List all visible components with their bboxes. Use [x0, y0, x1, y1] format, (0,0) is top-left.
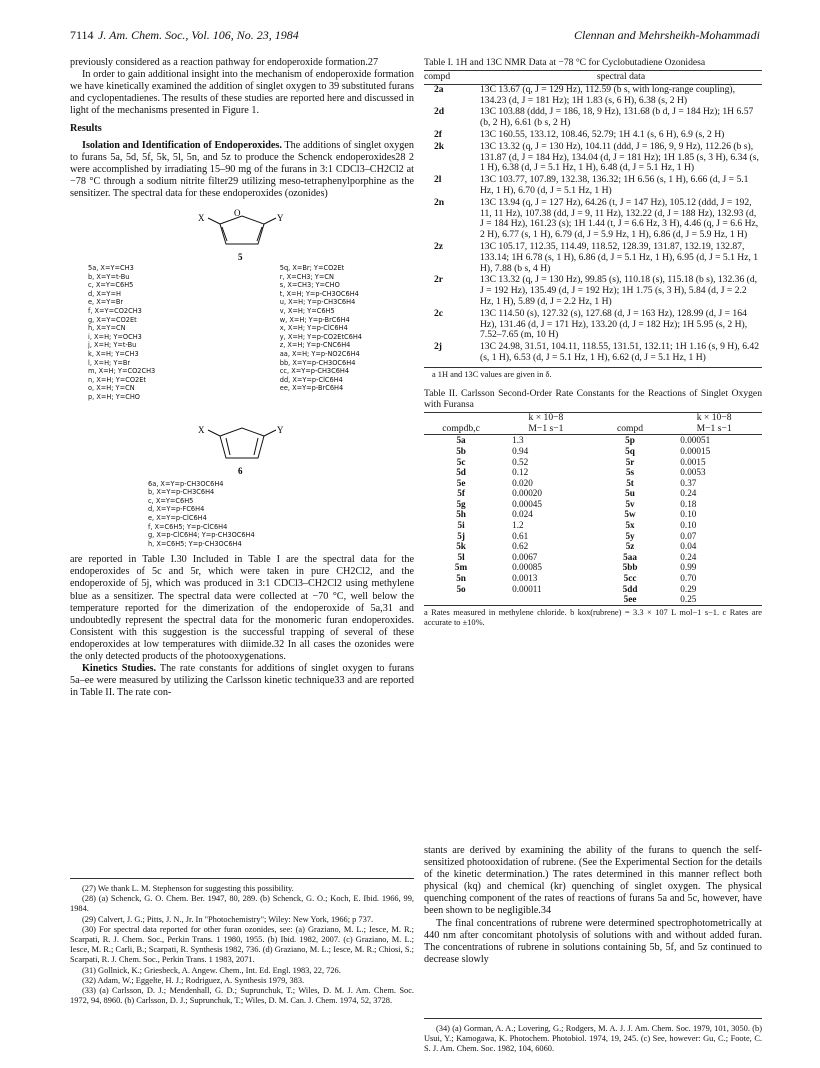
- compound-list-5: [88, 264, 414, 402]
- table-cell-rate: 0.00051: [680, 435, 711, 446]
- table-cell-rate: 0.62: [512, 541, 529, 552]
- table-cell-compd: 5v: [625, 498, 635, 509]
- furan-structure-5: [70, 200, 414, 284]
- table-row: [424, 562, 762, 573]
- table-cell-rate: 0.024: [512, 509, 533, 520]
- compound-entry: e, X=Y=p-ClC6H4: [148, 513, 207, 522]
- compound-entry: p, X=H; Y=CHO: [88, 392, 140, 401]
- compound-entry: b, X=Y=t-Bu: [88, 272, 130, 281]
- compound-entry: v, X=H; Y=C6H5: [279, 307, 335, 315]
- table-cell-rate: 0.0013: [512, 573, 538, 584]
- table-cell-compd: 5j: [457, 530, 465, 541]
- compound-entry: 5a, X=Y=CH3: [88, 264, 134, 273]
- journal-citation: J. Am. Chem. Soc., Vol. 106, No. 23, 1984: [98, 28, 299, 42]
- compound-entry: dd, X=Y=p-ClC6H4: [279, 375, 343, 384]
- reference-entry: (27) We thank L. M. Stephenson for suggesting this possibility.: [82, 884, 294, 893]
- table-row: [424, 130, 762, 142]
- table-2-caption: Table II. Carlsson Second-Order Rate Constants for the Reactions of Singlet Oxygen with Furansa: [424, 387, 762, 410]
- table-cell-rate: 0.020: [512, 477, 533, 488]
- table-cell-rate: 0.00015: [680, 445, 711, 456]
- table-row: [424, 175, 762, 198]
- table-row: [424, 84, 762, 107]
- section-heading-results: Results: [70, 123, 102, 135]
- table-cell-compd: 5x: [625, 520, 635, 531]
- table-cell-compd: 2n: [434, 196, 445, 208]
- running-authors: Clennan and Mehrsheikh-Mohammadi: [574, 28, 760, 42]
- paragraph-isolation-text: The additions of singlet oxygen to furans 5a, 5d, 5f, 5k, 5l, 5n, and 5z to produce the Schenck endoperoxides28 2 were accomplished by irradiating 15–90 mg of the furans in 3:1 CDCl3–CH2Cl2 at −78 °C through a sodium nitrite filter29 utilizing meso-tetraphenylporphine as the sensitizer. The spectral data for these endoperoxides (ozonides): [70, 139, 414, 199]
- structure-5-number: 5: [238, 252, 243, 263]
- table-cell-compd: 5s: [625, 467, 635, 478]
- compound-entry: z, X=H; Y=p-CNC6H4: [279, 341, 351, 350]
- table-cell-compd: 5w: [624, 509, 636, 520]
- table-cell-rate: 0.0015: [680, 456, 706, 467]
- table-cell-rate: 0.00085: [512, 562, 542, 573]
- table-cell-data: 13C 24.98, 31.51, 104.11, 118.55, 131.51, 132.11; 1H 1.16 (s, 9 H), 6.42 (s, 1 H), 6.53 (d, J = 5.1 Hz, 1 H), 6.62 (d, J = 5.1 Hz, 1 H): [480, 342, 762, 367]
- table-2-header-compd1: compdb,c: [424, 424, 498, 435]
- table-cell-compd: 5h: [456, 509, 466, 520]
- compound-entry: d, X=Y=H: [88, 289, 121, 298]
- compound-entry: 5q, X=Br; Y=CO2Et: [279, 264, 345, 273]
- reference-entry: (34) (a) Gorman, A. A.; Lovering, G.; Rodgers, M. A. J. J. Am. Chem. Soc. 1979, 101, 3050. (b) Usui, Y.; Kamogawa, K. Photochem. Photobiol. 1974, 19, 245. (c) See, however: Gu, C.; Foote, C. S. J. Am. Chem. Soc. 1982, 104, 6060.: [424, 1024, 762, 1054]
- table-cell-rate: 0.0053: [680, 467, 706, 478]
- table-cell-compd: 2f: [434, 128, 442, 140]
- table-cell-compd: 5n: [456, 573, 466, 584]
- reference-entry: (32) Adam, W.; Eggelte, H. J.; Rodriguez, A. Synthesis 1979, 383.: [82, 975, 305, 985]
- paragraph-kinetics-text: The rate constants for additions of singlet oxygen to furans 5a–ee were measured by utilizing the Carlsson kinetic technique33 and are reported in Table II. The rate con-: [70, 663, 415, 699]
- paragraph-isolation: [70, 140, 414, 200]
- compound-entry: f, X=C6H5; Y=p-ClC6H4: [148, 522, 228, 531]
- table-cell-data: 13C 13.94 (q, J = 127 Hz), 64.26 (t, J = 147 Hz), 105.12 (ddd, J = 192, 11, 11 Hz), 107.38 (dd, J = 9, 11 Hz), 132.22 (d, J = 188 Hz), 132.93 (d, J = 184 Hz), 161.23 (s); 1H 1.44 (t, J = 6.6 Hz, 3 H), 4.46 (q, J = 6.6 Hz, 2 H), 6.77 (s, 1 H), 6.79 (d, J = 5.9 Hz, 1 H), 6.86 (d, J = 5.9 Hz, 1 H): [480, 196, 759, 241]
- substituent-y-label: Y: [277, 424, 284, 435]
- table-row: [424, 435, 762, 446]
- compound-entry: bb, X=Y=p-CH3OC6H4: [279, 358, 356, 367]
- table-cell-compd: 5bb: [622, 562, 638, 573]
- table-cell-compd: [424, 594, 498, 605]
- compound-entry: e, X=Y=Br: [88, 298, 124, 307]
- compound-entry: d, X=Y=p-FC6H4: [148, 505, 205, 514]
- table-cell-compd: 5y: [625, 530, 635, 541]
- table-cell-rate: 0.18: [680, 498, 697, 509]
- table-cell-compd: 2r: [434, 274, 444, 286]
- compound-entry: aa, X=H; Y=p-NO2C6H4: [279, 349, 360, 358]
- table-1-header-data: spectral data: [480, 71, 762, 85]
- table-cell-compd: 5d: [456, 467, 466, 478]
- table-cell-rate: 0.70: [680, 573, 697, 584]
- reference-entry: (31) Gollnick, K.; Griesbeck, A. Angew. Chem., Int. Ed. Engl. 1983, 22, 726.: [82, 965, 341, 975]
- table-row: [424, 142, 762, 175]
- table-row: [424, 531, 762, 542]
- table-cell-data: 13C 114.50 (s), 127.32 (s), 127.68 (d, J = 163 Hz), 128.99 (d, J = 164 Hz), 131.46 (d, J = 171 Hz), 133.20 (d, J = 182 Hz); 1H 5.95 (s, 2 H), 7.52–7.65 (m, 10 H): [480, 307, 748, 341]
- table-2-header-k1: k × 10−8: [498, 412, 594, 423]
- compound-entry: u, X=H; Y=p-CH3C6H4: [279, 298, 356, 307]
- compound-entry: i, X=H; Y=OCH3: [88, 332, 142, 341]
- table-2-header-compd2: compd: [594, 424, 667, 435]
- substituent-y-label: Y: [277, 213, 284, 224]
- footnotes-left: [70, 878, 414, 1006]
- table-cell-rate: 0.99: [680, 562, 697, 573]
- table-cell-compd: 2k: [434, 140, 445, 152]
- table-2: [424, 412, 762, 606]
- substituent-x-label: X: [198, 213, 205, 224]
- table-row: [424, 573, 762, 584]
- table-cell-compd: 5z: [625, 541, 635, 552]
- compound-entry: h, X=C6H5; Y=p-CH3OC6H4: [148, 539, 242, 548]
- footnotes-right: [424, 1018, 762, 1055]
- table-cell-compd: 5m: [454, 562, 468, 573]
- table-cell-rate: 0.12: [512, 467, 529, 478]
- table-cell-compd: 5aa: [623, 551, 637, 562]
- table-row: [424, 457, 762, 468]
- table-row: [424, 594, 762, 605]
- table-1-footnote: a 1H and 13C values are given in δ.: [432, 369, 552, 379]
- paragraph-aim: In order to gain additional insight into the mechanism of endoperoxide formation we have kinetically examined the addition of singlet oxygen to 39 substituted furans and cyclopentadienes. The results of these studies are reported here and discussed in light of the mechanisms presented in Figure 1.: [70, 69, 414, 117]
- compound-entry: c, X=Y=C6H5: [148, 496, 194, 505]
- table-cell-compd: 2z: [434, 240, 444, 252]
- table-row: [424, 488, 762, 499]
- table-row: [424, 342, 762, 367]
- table-cell-rate: 0.24: [680, 488, 697, 499]
- table-cell-compd: 5l: [457, 551, 465, 562]
- structure-6-number: 6: [238, 465, 243, 476]
- compound-entry: s, X=CH3; Y=CHO: [279, 281, 340, 290]
- table-2-footnote: a Rates measured in methylene chloride. b kox(rubrene) = 3.3 × 107 L mol−1 s−1. c Rates are accurate to ±10%.: [424, 607, 762, 627]
- table-cell-data: 13C 13.67 (q, J = 129 Hz), 112.59 (b s, with long-range coupling), 134.23 (d, J = 181 Hz); 1H 1.83 (s, 6 H), 6.38 (s, 2 H): [480, 83, 735, 106]
- paragraph-kinetics: [70, 663, 414, 699]
- table-cell-compd: 5o: [456, 583, 466, 594]
- table-cell-compd: 5r: [625, 456, 635, 467]
- page-number: 7114: [70, 28, 94, 42]
- compound-entry: b, X=Y=p-CH3C6H4: [148, 488, 215, 497]
- table-row: [424, 509, 762, 520]
- table-cell-rate: 0.37: [680, 477, 697, 488]
- paragraph-rubrene: The final concentrations of rubrene were determined spectrophotometrically at 440 nm after concomitant photolysis of solutions with and without added furan. The concentrations of rubrene in solutions containing 5b, 5f, and 5z continued to decrease slowly: [424, 917, 762, 965]
- paragraph-intro-tail: previously considered as a reaction pathway for endoperoxide formation.27: [70, 57, 379, 68]
- table-cell-compd: 5f: [457, 488, 465, 499]
- table-cell-data: 13C 160.55, 133.12, 108.46, 52.79; 1H 4.1 (s, 6 H), 6.9 (s, 2 H): [480, 128, 725, 140]
- table-cell-rate: 0.29: [680, 583, 697, 594]
- table-cell-compd: 2l: [434, 174, 442, 186]
- left-column: [70, 57, 414, 699]
- table-row: [424, 584, 762, 595]
- reference-entry: (30) For spectral data reported for other furan ozonides, see: (a) Graziano, M. L.; Iesce, M. R.; Scarpati, R. J. Chem. Soc., Perkin Trans. 1 1980, 1955. (b) Ibid. 1982, 2007. (c) Graziano, M. L.; Iesce, M. R.; Carli, B.; Scarpati, R. Synthesis 1982, 736. (d) Graziano, M. L.; Iesce, M. R.; Chiosi, S.; Scarpati, R. J. Chem. Soc., Perkin Trans. 1 1983, 2071.: [70, 924, 414, 965]
- table-row: [424, 552, 762, 563]
- compound-entry: g, X=p-ClC6H4; Y=p-CH3OC6H4: [148, 531, 255, 540]
- compound-entry: f, X=Y=CO2CH3: [88, 307, 142, 315]
- table-cell-rate: 1.2: [512, 520, 524, 531]
- compound-entry: x, X=H; Y=p-ClC6H4: [279, 324, 348, 333]
- compound-entry: r, X=CH3; Y=CN: [279, 272, 334, 281]
- table-cell-rate: 0.61: [512, 530, 529, 541]
- subheading-kinetics: Kinetics Studies.: [82, 663, 156, 675]
- table-cell-compd: 5b: [456, 445, 466, 456]
- table-row: [424, 467, 762, 478]
- compound-list-5-col2: [280, 264, 414, 402]
- page-header: [70, 28, 760, 44]
- table-cell-compd: 5u: [625, 488, 635, 499]
- table-cell-rate: 0.10: [680, 520, 697, 531]
- table-cell-rate: 0.94: [512, 445, 529, 456]
- table-cell-rate: 0.25: [666, 594, 762, 605]
- compound-entry: n, X=H; Y=CO2Et: [88, 375, 146, 384]
- table-cell-compd: 2d: [434, 106, 445, 118]
- paragraph-rate-derivation: stants are derived by examining the ability of the furans to quench the self-sensitized photooxidation of rubrene. (See the Experimental Section for the details of the kinetic determination.) The rates determined in this manner reflect both physical (kq) and chemical (kr) quenching of singlet oxygen. The physical quenching component of the rates of reactions of furans 5a and 5c, however, have been shown to be negligible.34: [424, 845, 762, 917]
- table-cell-compd: 5p: [625, 435, 635, 446]
- compound-entry: ee, X=Y=p-BrC6H4: [279, 384, 344, 393]
- table-cell-data: 13C 13.32 (q, J = 130 Hz), 99.85 (s), 110.18 (s), 115.18 (b s), 132.36 (d, J = 192 Hz), 135.49 (d, J = 192 Hz); 1H 1.75 (s, 3 H), 5.84 (d, J = 2.2 Hz, 1 H), 5.89 (d, J = 2.2 Hz, 1 H): [480, 274, 758, 307]
- compound-list-5-col1: [88, 264, 280, 402]
- table-cell-data: 13C 13.32 (q, J = 130 Hz), 104.11 (ddd, J = 186, 9, 9 Hz), 112.26 (b s), 131.87 (d, J = 184 Hz), 134.04 (d, J = 181 Hz); 1H 1.85 (s, 3 H), 6.34 (s, 1 H), 6.38 (d, J = 5.1 Hz, 1 H), 6.48 (d, J = 5.1 Hz, 1 H): [480, 140, 759, 174]
- structure-5-figure: [70, 200, 414, 284]
- table-row: [424, 198, 762, 242]
- reference-entry: (28) (a) Schenck, G. O. Chem. Ber. 1947, 80, 289. (b) Schenck, G. O.; Koch, E. Ibid. 1966, 99, 1984.: [70, 894, 414, 914]
- cyclopentadiene-structure-6: [70, 402, 414, 480]
- compound-list-6: [148, 480, 414, 549]
- compound-entry: c, X=Y=C6H5: [88, 281, 134, 290]
- table-cell-data: 13C 103.88 (ddd, J = 186, 18, 9 Hz), 131.68 (b d, J = 184 Hz); 1H 6.57 (b, 2 H), 6.61 (b s, 2 H): [480, 106, 754, 129]
- table-cell-compd: 5i: [457, 520, 465, 531]
- oxygen-atom-label: O: [234, 208, 241, 219]
- table-cell-rate: 0.24: [680, 551, 697, 562]
- table-1: [424, 70, 762, 368]
- table-cell-compd: 5ee: [594, 594, 667, 605]
- table-cell-compd: 5k: [456, 541, 466, 552]
- table-cell-data: 13C 103.77, 107.89, 132.38, 136.32; 1H 6.56 (s, 1 H), 6.66 (d, J = 5.1 Hz, 1 H), 6.70 (d, J = 5.1 Hz, 1 H): [480, 174, 749, 196]
- table-cell-rate: 0.04: [680, 541, 697, 552]
- table-cell-compd: 5e: [456, 477, 466, 488]
- compound-entry: 6a, X=Y=p-CH3OC6H4: [148, 479, 224, 488]
- table-cell-compd: 2j: [424, 342, 480, 367]
- compound-entry: cc, X=Y=p-CH3C6H4: [279, 367, 350, 376]
- table-row: [424, 520, 762, 531]
- table-1-header-compd: compd: [424, 71, 480, 85]
- table-cell-data: 13C 105.17, 112.35, 114.49, 118.52, 128.39, 131.87, 132.19, 132.87, 133.14; 1H 6.78 (s, 1 H), 6.86 (d, J = 5.1 Hz, 1 H), 6.95 (d, J = 5.1 Hz, 1 H), 7.88 (b s, 4 H): [480, 240, 759, 274]
- compound-entry: o, X=H; Y=CN: [88, 384, 135, 393]
- table-row: [424, 478, 762, 489]
- compound-entry: g, X=Y=CO2Et: [88, 315, 137, 324]
- table-row: [424, 499, 762, 510]
- right-body-text: [424, 845, 762, 966]
- compound-entry: j, X=H; Y=t-Bu: [88, 341, 137, 350]
- compound-entry: h, X=Y=CN: [88, 324, 126, 333]
- table-cell-rate: 0.00045: [512, 498, 542, 509]
- table-cell-rate: 0.0067: [512, 551, 538, 562]
- table-cell-compd: 2c: [434, 307, 444, 319]
- table-2-header-unit1: M−1 s−1: [498, 424, 594, 435]
- table-cell-rate: 0.52: [512, 456, 529, 467]
- compound-entry: k, X=H; Y=CH3: [88, 349, 139, 358]
- subheading-isolation: Isolation and Identification of Endoperoxides.: [82, 139, 282, 151]
- table-row: [424, 446, 762, 457]
- compound-entry: t, X=H; Y=p-CH3OC6H4: [279, 289, 359, 298]
- table-cell-compd: 5dd: [622, 583, 638, 594]
- right-column: [424, 57, 762, 636]
- table-row: [424, 541, 762, 552]
- table-row: [424, 275, 762, 308]
- substituent-x-label: X: [198, 424, 205, 435]
- reference-entry: (33) (a) Carlsson, D. J.; Mendenhall, G. D.; Suprunchuk, T.; Wiles, D. M. J. Am. Chem. Soc. 1972, 94, 8960. (b) Carlsson, D. J.; Suprunchuk, T.; Wiles, D. M. Can. J. Chem. 1974, 52, 3728.: [70, 986, 414, 1006]
- compound-entry: l, X=H; Y=Br: [88, 358, 131, 367]
- structure-6-figure: [70, 402, 414, 480]
- table-cell-compd: 5cc: [623, 573, 637, 584]
- table-cell-compd: 5a: [456, 435, 466, 446]
- table-cell-rate: 0.00020: [512, 488, 542, 499]
- table-1-caption: Table I. 1H and 13C NMR Data at −78 °C for Cyclobutadiene Ozonidesa: [424, 57, 706, 68]
- table-cell-compd: 5t: [626, 477, 634, 488]
- paragraph-table-discussion: are reported in Table I.30 Included in Table I are the spectral data for the endoperoxides of 5c and 5r, which were taken in pure CH2Cl2, and the endoperoxide of 5j, which was produced in 3:1 CDCl3–CH2Cl2 using methylene blue as a sensitizer. The spectral data were collected at −70 °C, well below the temperature reported for the dimerization of the endoperoxide of 5a,31 and undoubtedly represent the spectral data for the monomeric furan endoperoxides. Consistent with this suggestion is the successful trapping of several of these endoperoxides at low temperatures with diimide.32 In all cases the ozonides were the only detected products of the photooxygenations.: [70, 554, 414, 663]
- table-row: [424, 242, 762, 275]
- compound-entry: m, X=H; Y=CO2CH3: [88, 367, 156, 376]
- table-cell-compd: 5c: [456, 456, 466, 467]
- reference-entry: (29) Calvert, J. G.; Pitts, J. N., Jr. In "Photochemistry"; Wiley: New York, 1966; p 737.: [82, 914, 374, 924]
- table-2-header-unit2: M−1 s−1: [666, 424, 762, 435]
- table-cell-compd: 2a: [434, 83, 444, 95]
- table-cell-compd: 5g: [456, 498, 466, 509]
- table-cell-compd: 5q: [625, 445, 635, 456]
- compound-entry: w, X=H; Y=p-BrC6H4: [279, 315, 350, 324]
- compound-entry: y, X=H; Y=p-CO2EtC6H4: [279, 332, 362, 341]
- table-cell-rate: 0.07: [680, 530, 697, 541]
- table-row: [424, 107, 762, 130]
- table-cell-rate: 0.10: [680, 509, 697, 520]
- table-2-header-k2: k × 10−8: [666, 412, 762, 423]
- table-cell-rate: [498, 594, 594, 605]
- table-row: [424, 309, 762, 342]
- table-cell-rate: 1.3: [512, 435, 524, 446]
- table-cell-rate: 0.00011: [512, 583, 542, 594]
